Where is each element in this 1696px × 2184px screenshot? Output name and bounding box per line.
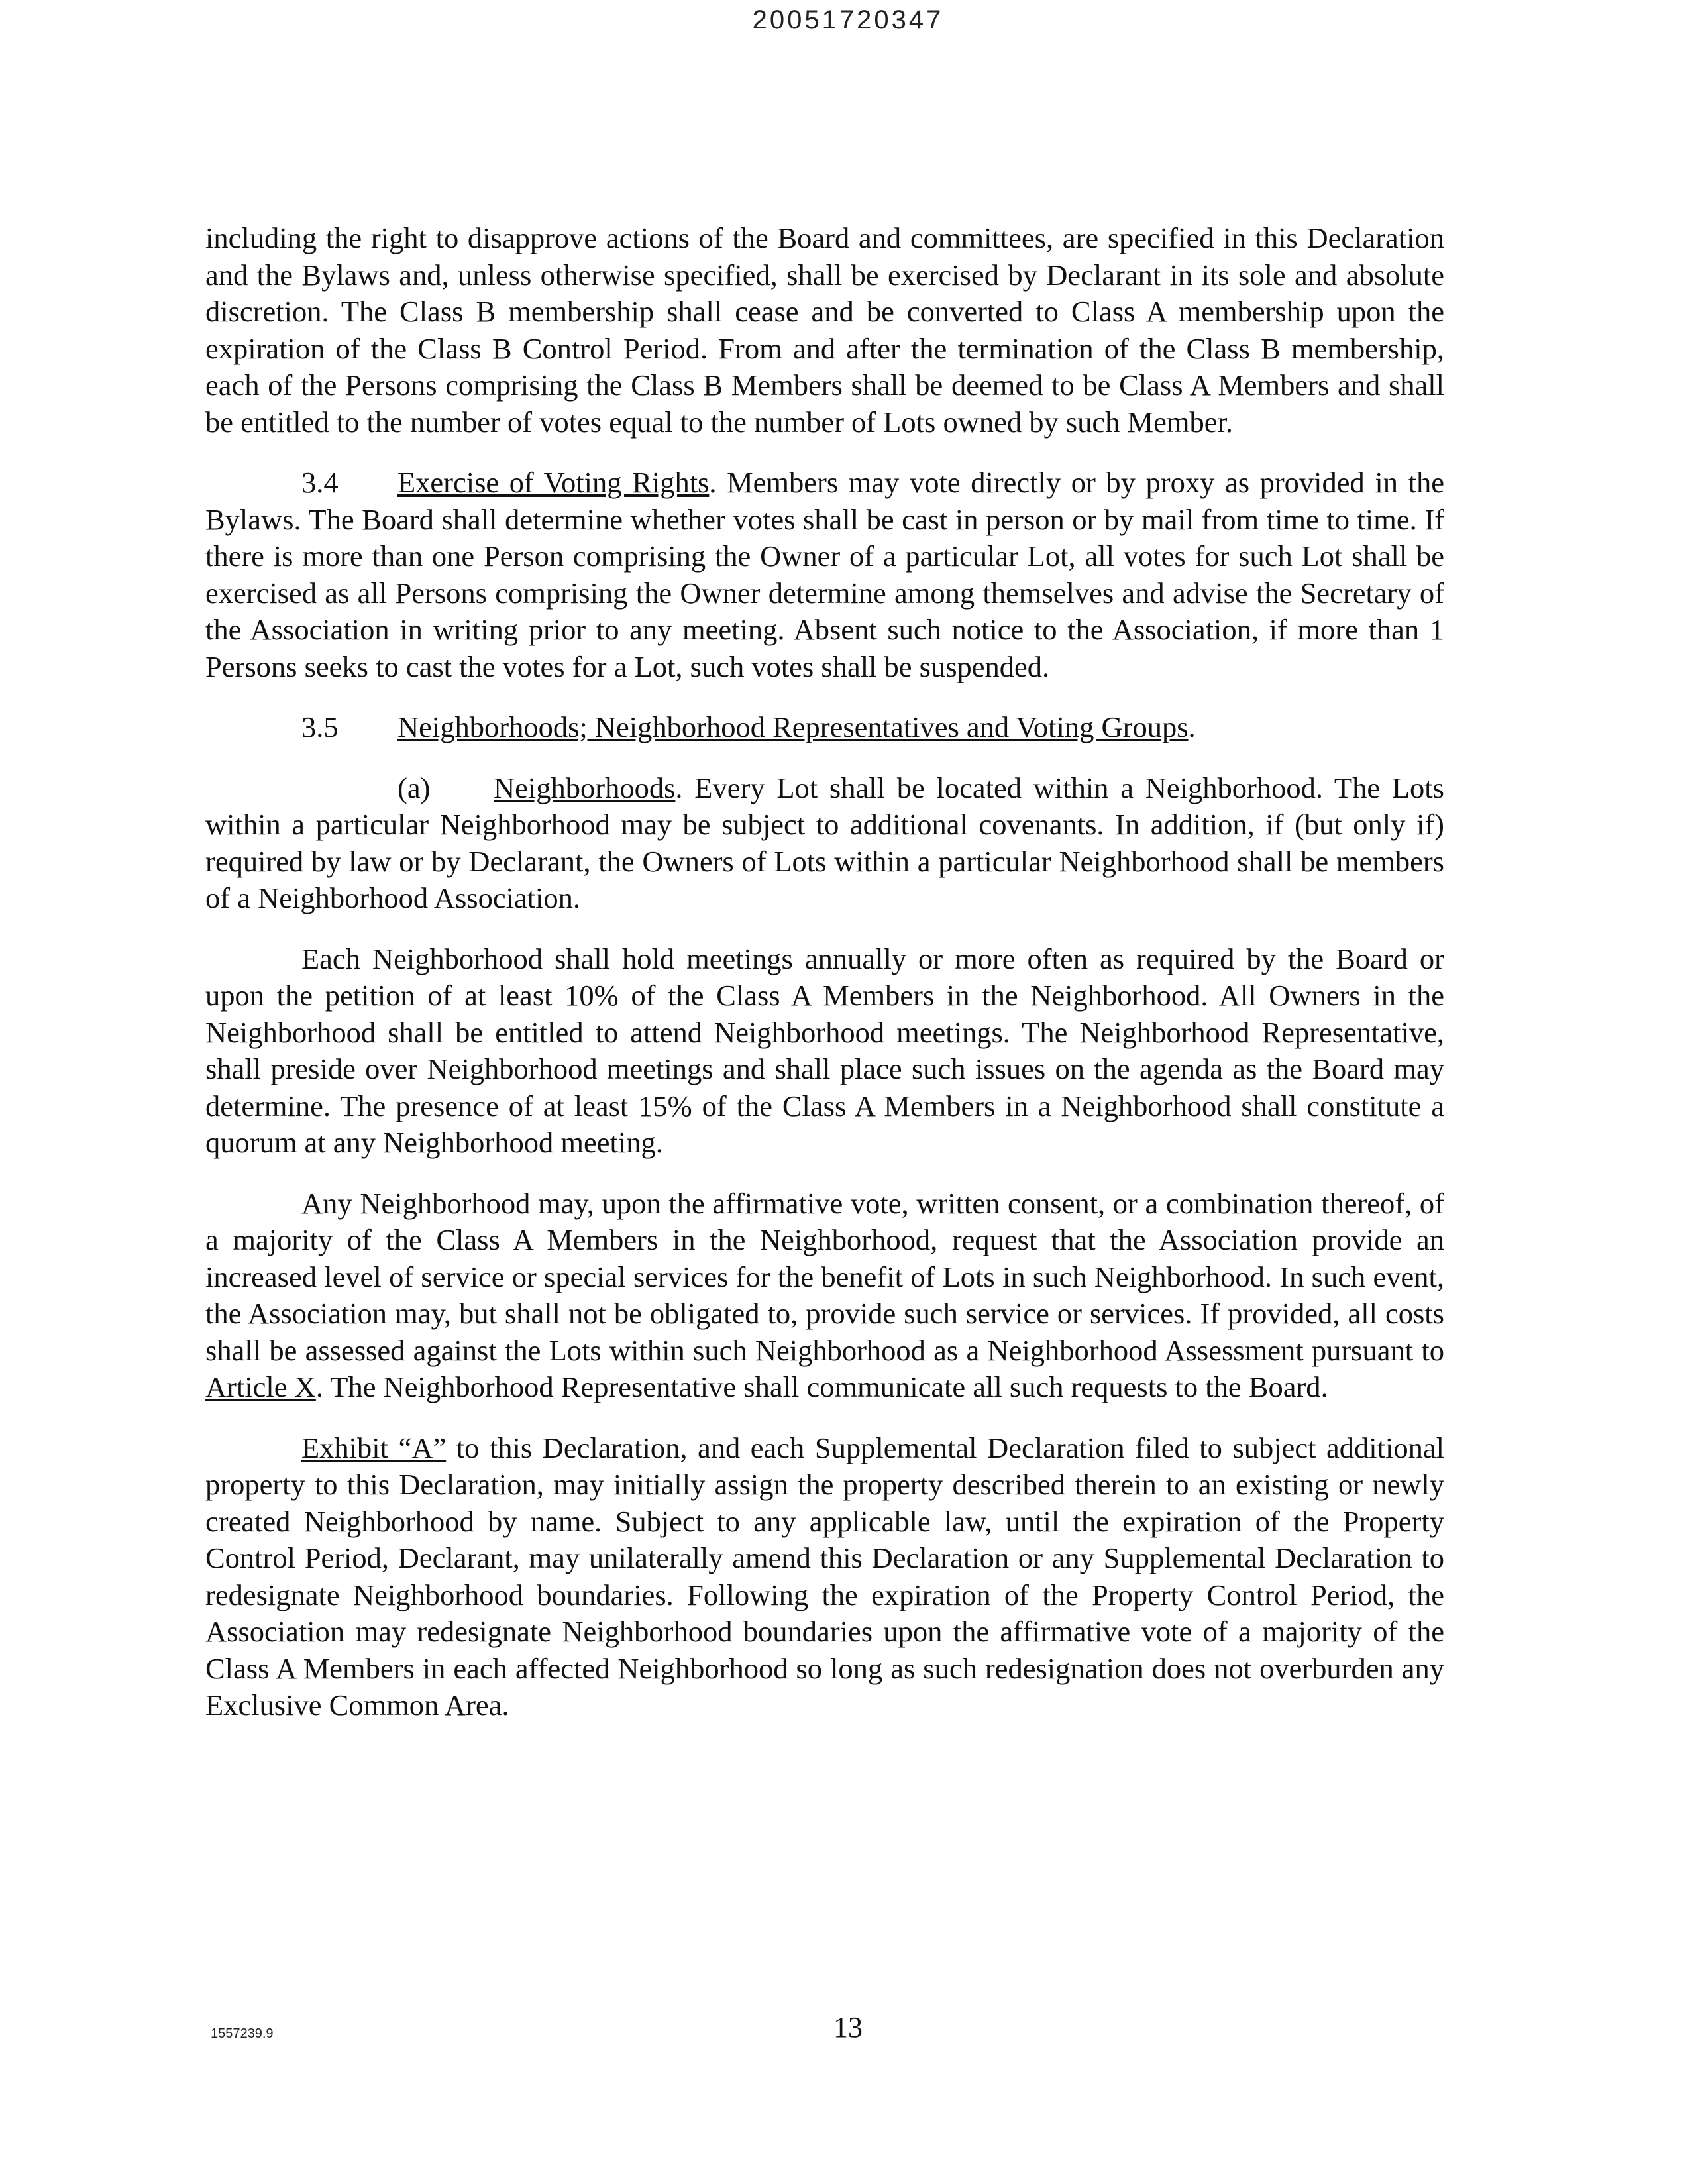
section-3-4-title: Exercise of Voting Rights (398, 466, 710, 499)
document-number: 20051720347 (752, 5, 944, 34)
section-3-5 (205, 709, 1444, 746)
paragraph-services (205, 1185, 1444, 1406)
section-3-5-number: 3.5 (301, 710, 339, 743)
section-3-5-a (205, 770, 1444, 917)
paragraph-exhibit-text: to this Declaration, and each Supplemental Declaration filed to subject additional property to this Declaration, may initially assign the property described therein to an existing or newly created Neighborhood by name. Subject to any applicable law, until the expiration of the Property Control Period, Declarant, may unilaterally amend this Declaration or any Supplemental Declaration to redesignate Neighborhood boundaries. Following the expiration of the Property Control Period, the Association may redesignate Neighborhood boundaries upon the affirmative vote of a majority of the Class A Members in each affected Neighborhood so long as such redesignation does not overburden any Exclusive Common Area. (205, 1431, 1444, 1721)
footer-document-id: 1557239.9 (211, 2026, 274, 2041)
exhibit-a-reference: Exhibit “A” (301, 1431, 447, 1464)
section-3-5-a-text: . Every Lot shall be located within a Neighborhood. The Lots within a particular Neighborhood may be subject to additional covenants. In addition, if (but only if) required by law or by Declarant, the Owners of Lots within a particular Neighborhood shall be members of a Neighborhood Association. (205, 771, 1444, 914)
section-3-5-title: Neighborhoods; Neighborhood Representatives and Voting Groups (398, 710, 1189, 743)
section-3-5-a-title: Neighborhoods (494, 771, 676, 804)
article-x-reference: Article X (205, 1370, 316, 1403)
page-number: 13 (833, 2011, 863, 2044)
section-3-5-title-end: . (1188, 710, 1196, 743)
paragraph-exhibit (205, 1430, 1444, 1724)
section-3-5-a-label: (a) (398, 771, 431, 804)
section-3-4 (205, 464, 1444, 685)
paragraph-intro: including the right to disapprove actions of the Board and committees, are specified in this Declaration and the Bylaws and, unless otherwise specified, shall be exercised by Declarant in its sole and absolute discretion. The Class B membership shall cease and be converted to Class A membership upon the expiration of the Class B Control Period. From and after the termination of the Class B membership, each of the Persons comprising the Class B Members shall be deemed to be Class A Members and shall be entitled to the number of votes equal to the number of Lots owned by such Member. (205, 221, 1444, 439)
page-body (205, 220, 1444, 1748)
paragraph-services-text-before: Any Neighborhood may, upon the affirmative vote, written consent, or a combination thereof, of a majority of the Class A Members in the Neighborhood, request that the Association provide an increased level of service or special services for the benefit of Lots in such Neighborhood. In such event, the Association may, but shall not be obligated to, provide such service or services. If provided, all costs shall be assessed against the Lots within such Neighborhood as a Neighborhood Assessment pursuant to (205, 1186, 1444, 1367)
paragraph-services-text-after: . The Neighborhood Representative shall communicate all such requests to the Board. (315, 1370, 1328, 1403)
paragraph-meetings: Each Neighborhood shall hold meetings annually or more often as required by the Board or upon the petition of at least 10% of the Class A Members in the Neighborhood. All Owners in the Neighborhood shall be entitled to attend Neighborhood meetings. The Neighborhood Representative, shall preside over Neighborhood meetings and shall place such issues on the agenda as the Board may determine. The presence of at least 15% of the Class A Members in a Neighborhood shall constitute a quorum at any Neighborhood meeting. (205, 942, 1444, 1159)
section-3-4-text: . Members may vote directly or by proxy as provided in the Bylaws. The Board shall determine whether votes shall be cast in person or by mail from time to time. If there is more than one Person comprising the Owner of a particular Lot, all votes for such Lot shall be exercised as all Persons comprising the Owner determine among themselves and advise the Secretary of the Association in writing prior to any meeting. Absent such notice to the Association, if more than 1 Persons seeks to cast the votes for a Lot, such votes shall be suspended. (205, 466, 1444, 683)
section-3-4-number: 3.4 (301, 466, 339, 499)
